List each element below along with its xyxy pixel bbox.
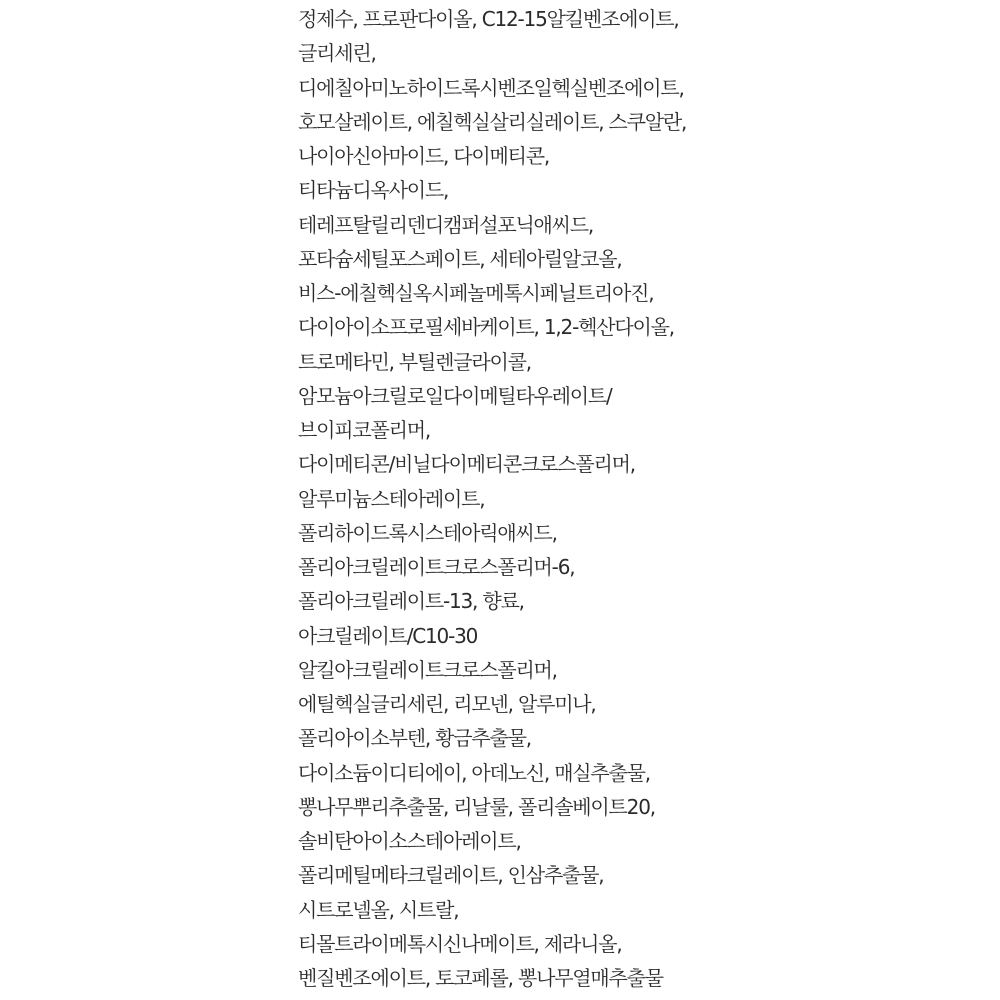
ingredient-line-16: 폴리하이드록시스테아릭애씨드,: [298, 520, 557, 545]
ingredient-line-13: 브이피코폴리머,: [298, 418, 430, 442]
ingredient-line-22: 폴리아이소부텐, 황금추출물,: [298, 726, 531, 751]
ingredient-line-3: 디에칠아미노하이드록시벤조일헥실벤조에이트,: [298, 75, 684, 100]
ingredient-line-24: 뽕나무뿌리추출물, 리날룰, 폴리솔베이트20,: [298, 794, 655, 819]
ingredient-line-1: 정제수, 프로판다이올, C12-15알킬벤조에이트,: [298, 7, 679, 31]
ingredient-line-2: 글리세린,: [298, 41, 376, 66]
ingredient-line-17: 폴리아크릴레이트크로스폴리머-6,: [298, 555, 575, 579]
ingredient-line-4: 호모살레이트, 에칠헥실살리실레이트, 스쿠알란,: [298, 109, 687, 134]
ingredient-line-21: 에틸헥실글리세린, 리모넨, 알루미나,: [298, 692, 596, 716]
ingredient-line-6: 티타늄디옥사이드,: [298, 178, 449, 203]
ingredient-line-14: 다이메티콘/비닐다이메티콘크로스폴리머,: [298, 452, 635, 477]
ingredient-line-15: 알루미늄스테아레이트,: [298, 486, 485, 511]
ingredient-line-26: 폴리메틸메타크릴레이트, 인삼추출물,: [298, 863, 604, 888]
ingredient-line-8: 포타슘세틸포스페이트, 세테아릴알코올,: [298, 246, 622, 271]
ingredient-line-27: 시트로넬올, 시트랄,: [298, 897, 459, 922]
ingredient-line-29: 벤질벤조에이트, 토코페롤, 뽕나무열매추출물: [298, 966, 663, 990]
ingredient-line-10: 다이아이소프로필세바케이트, 1,2-헥산다이올,: [298, 315, 674, 340]
ingredient-line-25: 솔비탄아이소스테아레이트,: [298, 829, 521, 853]
ingredient-line-23: 다이소듐이디티에이, 아데노신, 매실추출물,: [298, 760, 650, 785]
ingredient-line-18: 폴리아크릴레이트-13, 향료,: [298, 589, 524, 614]
ingredient-line-9: 비스-에칠헥실옥시페놀메톡시페닐트리아진,: [298, 281, 654, 305]
ingredient-list: [298, 2, 988, 995]
ingredient-line-20: 알킬아크릴레이트크로스폴리머,: [298, 657, 557, 682]
ingredient-line-5: 나이아신아마이드, 다이메티콘,: [298, 144, 550, 168]
ingredient-line-28: 티몰트라이메톡시신나메이트, 제라니올,: [298, 931, 622, 956]
ingredient-line-7: 테레프탈릴리덴디캠퍼설포닉애씨드,: [298, 212, 594, 237]
ingredient-line-12: 암모늄아크릴로일다이메틸타우레이트/: [298, 383, 612, 408]
ingredient-line-11: 트로메타민, 부틸렌글라이콜,: [298, 349, 531, 374]
ingredient-line-19: 아크릴레이트/C10-30: [298, 623, 478, 648]
